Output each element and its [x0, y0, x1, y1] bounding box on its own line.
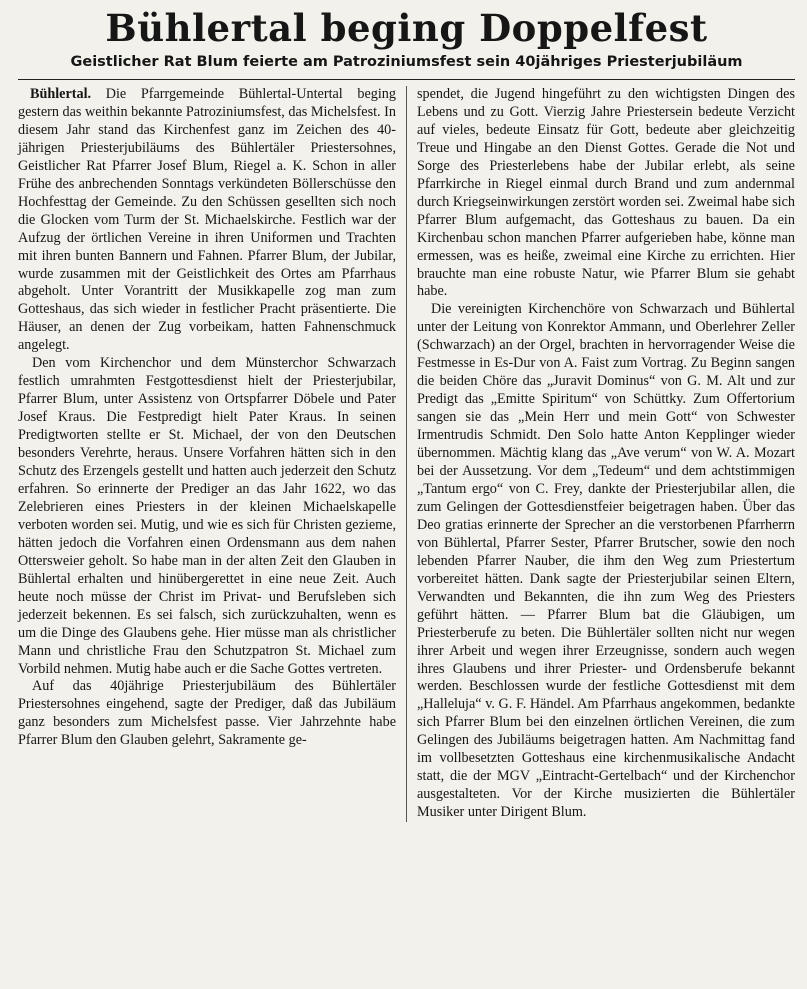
headline-rule [18, 79, 795, 80]
paragraph [18, 86, 396, 355]
column-divider [406, 86, 407, 822]
paragraph: Auf das 40jährige Priesterjubiläum des Bühlertäler Priestersohnes eingehend, sagte der Prediger, daß das Jubiläum ganz besonders zum Michelsfest passe. Vier Jahrzehnte habe Pfarrer Blum den Glauben gelehrt, Sakramente ge- [18, 678, 396, 749]
article-subheadline: Geistlicher Rat Blum feierte am Patroziniumsfest sein 40jähriges Priesterjubiläum [70, 54, 743, 70]
article-headline: Bühlertal beging Doppelfest [105, 6, 708, 50]
article-body [18, 86, 795, 822]
right-column [417, 86, 795, 822]
paragraph: spendet, die Jugend hingeführt zu den wichtigsten Dingen des Lebens und zu Gott. Vierzig Jahre Priestersein bedeute Verzicht auf vieles, bedeute Einsatz für Gott, bedeute aber gleichzeitig Treue und Hingabe an den Dienst Gottes. Gerade die Not und Sorge des Priesterlebens habe der Jubilar erlebt, als seine Pfarrkirche in Riegel einmal durch Brand und zum andernmal durch Kriegseinwirkungen zerstört worden sei. Zweimal habe sich Pfarrer Blum aufgemacht, das Gotteshaus zu bauen. Da ein Kirchenbau schon manchen Pfarrer aufgerieben habe, könne man ermessen, was es heiße, zweimal eine Kirche zu errichten. Hier brauchte man eine robuste Natur, wie Pfarrer Blum sie gehabt habe. [416, 86, 795, 300]
paragraph: Den vom Kirchenchor und dem Münsterchor Schwarzach festlich umrahmten Festgottesdienst hielt der Priesterjubilar, Pfarrer Blum, unter Assistenz von Ortspfarrer Döbele und Pater Josef Kraus. Die Festpredigt hielt Pater Kraus. In seinen Predigtworten stellte er St. Michael, der von den Deutschen besonders Verehrte, heraus. Unsere Vorfahren hätten sich in den Schutz des Erzengels gestellt und hatten auch jederzeit den Schutz erfahren. So erinnerte der Prediger an das Jahr 1622, wo das Zelebrieren eines Priesters in der kleinen Michaelskapelle verboten worden sei. Mutig, und wie es sich für Christen gezieme, hätten jedoch die Vorfahren einen Ordensmann aus dem nahen Ottersweier geholt. So habe man in der alten Zeit den Glauben in Bühlertal erhalten und hinübergerettet in eine neue Zeit. Auch heute noch müsse der Christ im Privat- und Berufsleben sich jederzeit bekennen. Es sei falsch, sich zurückzuhalten, wenn es um die Dinge des Glaubens gehe. Hier müsse man als christlicher Mann und christliche Frau den Schutzpatron St. Michael zum Vorbild nehmen. Mutig habe auch er die Sache Gottes vertreten. [18, 355, 396, 677]
paragraph: Die vereinigten Kirchenchöre von Schwarzach und Bühlertal unter der Leitung von Konrektor Ammann, und Oberlehrer Zeller (Schwarzach) an der Orgel, brachten in hervorragender Weise die Festmesse in Es-Dur von A. Faist zum Vortrag. Zu Beginn sangen die beiden Chöre das „Juravit Dominus“ von G. M. Alt und zur Predigt das „Emitte Spiritum“ von Schüttky. Zum Offertorium sangen sie das „Mein Herr und mein Gott“ von Schwester Irmentrudis Schmidt. Den Solo hatte Anton Kepplinger wieder übernommen. Mächtig klang das „Ave verum“ von W. A. Mozart bei der Aussetzung. Vor dem „Tedeum“ und dem achtstimmigen „Tantum ergo“ von C. Frey, dankte der Priesterjubilar allen, die zum Gelingen der Gottesdienstfeier beigetragen haben. Über das Deo gratias erinnerte der Sprecher an die verstorbenen Pfarrherrn von Bühlertal, Pfarrer Sester, Pfarrer Brutscher, sowie den noch lebenden Pfarrer Nauber, die ihm den Weg zum Priestertum vorbereitet hätten. Dank sagte der Priesterjubilar seinen Eltern, Verwandten und Bekannten, die ihn zum Weg des Priesters geführt hätten. — Pfarrer Blum bat die Gläubigen, um Priesterberufe zu beten. Die Bühlertäler sollten nicht nur wegen ihrer Arbeit und wegen ihrer Erzeugnisse, sondern auch wegen ihres Glaubens und ihrer Priester- und Ordensberufe bekannt werden. Beschlossen wurde der festliche Gottesdienst mit dem „Halleluja“ v. G. F. Händel. Am Pfarrhaus angekommen, bedankte sich Pfarrer Blum bei den einzelnen örtlichen Vereinen, die zum Gelingen des Jubiläums beigetragen hatten. Am Nachmittag fand im vollbesetzten Gotteshaus eine kirchenmusikalische Andacht statt, die der MGV „Eintracht-Gertelbach“ und der Kirchenchor ausgestalteten. Vor der Kirche musizierten die Bühlertäler Musiker unter Dirigent Blum. [416, 301, 795, 821]
paragraph-text: Die Pfarrgemeinde Bühlertal-Untertal beging gestern das weithin bekannte Patroziniumsfest, das Michelsfest. In diesem Jahr stand das Kirchenfest ganz im Zeichen des 40-jährigen Priesterjubiläums des Bühlertäler Priestersohnes, Geistlicher Rat Pfarrer Josef Blum, Riegel a. K. Schon in aller Frühe des anbrechenden Sonntags verkündeten Böllerschüsse den Hochfesttag der Gemeinde. Zu den Schüssen gesellten sich noch die Glocken vom Turm der St. Michaelskirche. Festlich war der Aufzug der örtlichen Vereine in ihren Uniformen und Trachten mit ihren bunten Bannern und Fahnen. Pfarrer Blum, der Jubilar, wurde zusammen mit der Geistlichkeit des Ortes am Pfarrhaus abgeholt. Unter Vorantritt der Musikkapelle zog man zum Gotteshaus, das sich wieder in festlicher Pracht präsentierte. Die Häuser, an denen der Zug vorbeikam, hatten Fahnenschmuck angelegt. [18, 86, 396, 354]
left-column [18, 86, 396, 822]
dateline: Bühlertal. [30, 86, 92, 102]
